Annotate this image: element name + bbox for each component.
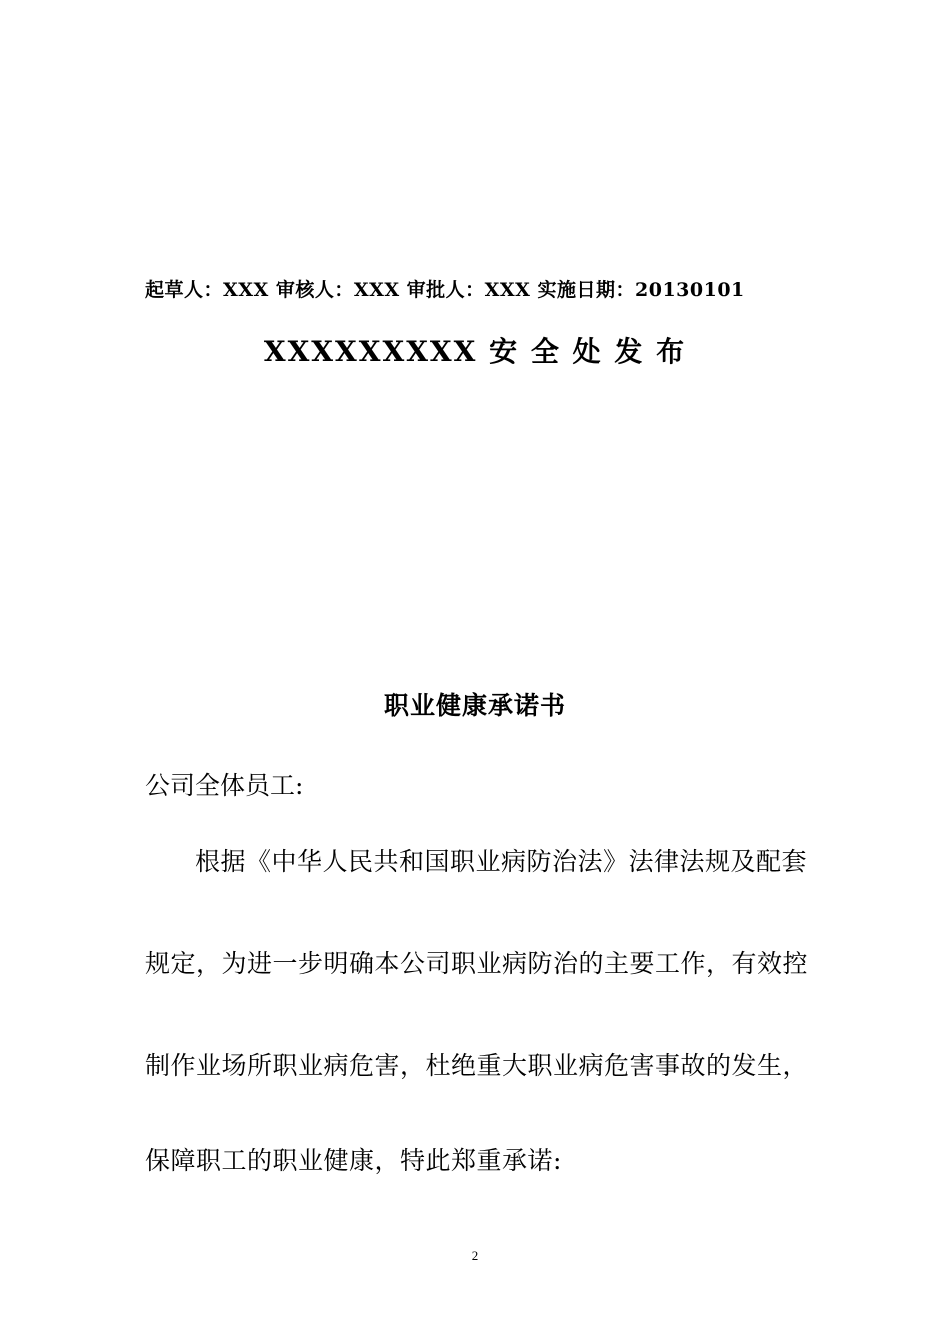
paragraph-line: 规定，为进一步明确本公司职业病防治的主要工作，有效控 [145, 949, 809, 978]
signoff-line: 起草人：XXX 审核人：XXX 审批人：XXX 实施日期：20130101 [145, 279, 745, 301]
paragraph-line: 根据《中华人民共和国职业病防治法》法律法规及配套 [195, 847, 808, 876]
document-title: 职业健康承诺书 [383, 691, 566, 720]
publisher-line: XXXXXXXXX 安 全 处 发 布 [263, 335, 687, 368]
paragraph-line: 保障职工的职业健康，特此郑重承诺: [145, 1146, 562, 1175]
paragraph-line: 制作业场所职业病危害，杜绝重大职业病危害事故的发生， [145, 1051, 809, 1080]
salutation: 公司全体员工: [145, 771, 304, 800]
page-number: 2 [471, 1248, 479, 1263]
